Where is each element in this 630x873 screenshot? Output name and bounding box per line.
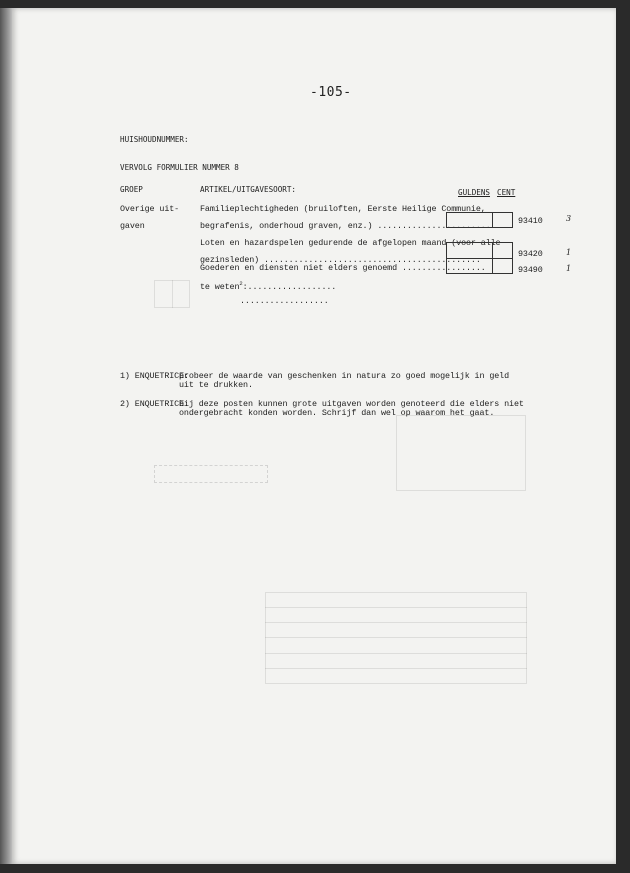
document-page: [12, 8, 616, 864]
bleed-through-rule: [265, 607, 527, 608]
footnote-1-line1: probeer de waarde van geschenken in natura zo goed mogelijk in geld: [179, 371, 510, 381]
footnote-2-line1: bij deze posten kunnen grote uitgaven worden genoteerd die elders niet: [179, 399, 524, 409]
item-ceremonies-line1: Familieplechtigheden (bruiloften, Eerste Heilige Communie,: [200, 204, 486, 214]
bleed-through-table-upper: [396, 415, 526, 491]
bleed-through-divider: [172, 280, 173, 308]
handwritten-mark-93420: 1: [566, 248, 571, 257]
item-other-goods-line1: Goederen en diensten niet elders genoemd .................: [200, 263, 486, 273]
item-code-93490: 93490: [518, 265, 543, 275]
handwritten-mark-93410: 3: [566, 214, 571, 223]
footnote-2-label: 2) ENQUETRICE:: [120, 399, 189, 409]
item-code-93420: 93420: [518, 249, 543, 259]
footnote-2-line2: ondergebracht konden worden. Schrijf dan wel op waarom het gaat.: [179, 408, 495, 418]
fill-in-dots: :..................: [242, 282, 337, 292]
item-ceremonies-line2: begrafenis, onderhoud graven, enz.) .......................: [200, 221, 491, 231]
household-number-label: HUISHOUDNUMMER:: [120, 135, 189, 144]
item-other-goods-line2: [200, 281, 336, 291]
bleed-through-rule: [265, 668, 527, 669]
bleed-through-rule: [265, 653, 527, 654]
column-article-header: ARTIKEL/UITGAVESOORT:: [200, 185, 297, 194]
page-number: -105-: [310, 85, 352, 100]
te-weten-label: te weten: [200, 282, 240, 292]
item-lottery-line1: Loten en hazardspelen gedurende de afgelopen maand (voor alle: [200, 238, 501, 248]
group-label-line2: gaven: [120, 221, 145, 231]
bleed-through-rule: [265, 637, 527, 638]
group-label-line1: Overige uit-: [120, 204, 180, 214]
handwritten-mark-93490: 1: [566, 264, 571, 273]
column-guilders-header: GULDENS: [458, 188, 491, 197]
bleed-through-table-lower: [265, 592, 527, 684]
amount-box-93410[interactable]: [446, 212, 513, 228]
item-code-93410: 93410: [518, 216, 543, 226]
footnote-1-label: 1) ENQUETRICE:: [120, 371, 189, 381]
row-divider: [447, 258, 512, 259]
footnote-ref-2: 2: [239, 280, 243, 287]
bleed-through-rule: [265, 622, 527, 623]
footnote-1-line2: uit te drukken.: [179, 380, 253, 390]
guilders-cents-divider: [492, 213, 493, 227]
item-lottery-line2: gezinsleden) ............................................: [200, 255, 481, 265]
form-continuation-label: VERVOLG FORMULIER NUMMER 8: [120, 163, 239, 172]
column-group-header: GROEP: [120, 185, 143, 194]
bleed-through-dashed-box: [154, 465, 268, 483]
item-other-goods-line3: ..................: [240, 296, 329, 306]
column-cents-header: CENT: [497, 188, 516, 197]
